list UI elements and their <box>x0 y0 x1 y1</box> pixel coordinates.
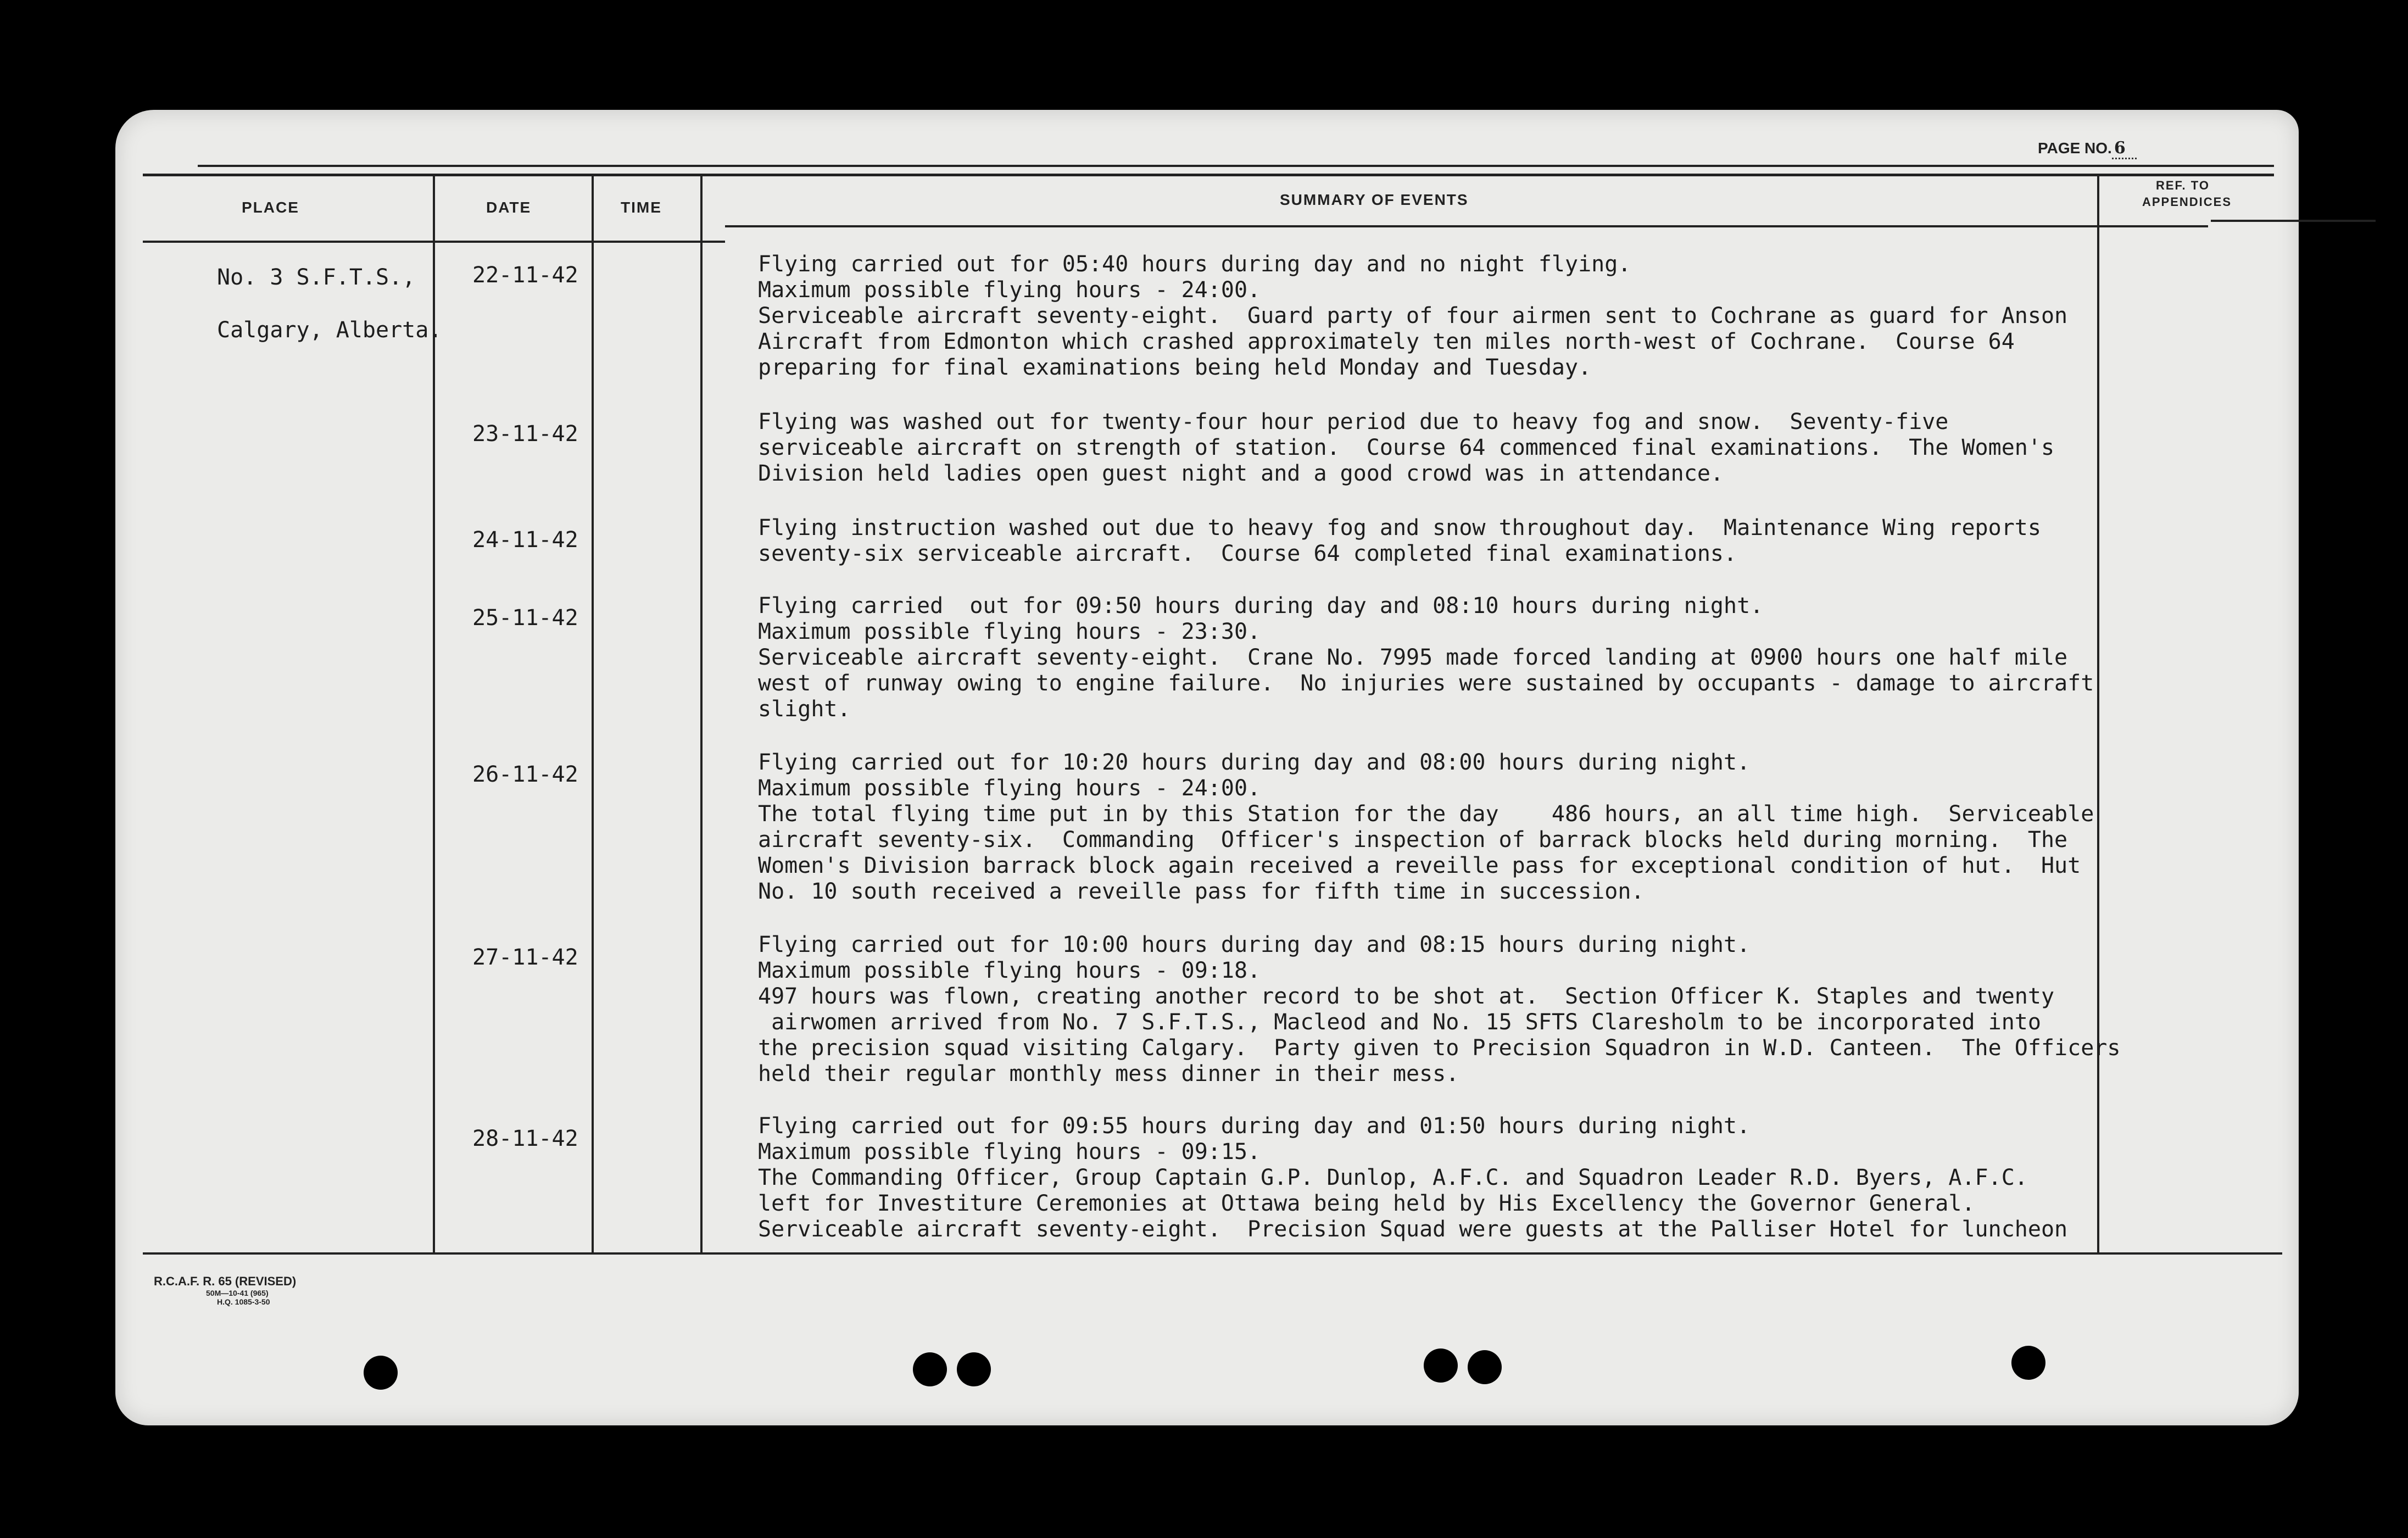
place-line-2: Calgary, Alberta. <box>217 317 442 343</box>
top-rule-double-2 <box>143 174 2274 176</box>
entry-text-line: Flying carried out for 09:50 hours during day and 08:10 hours during night. <box>758 593 1764 618</box>
entry-text-line: held their regular monthly mess dinner in their mess. <box>758 1061 1459 1086</box>
form-identifier <box>154 1274 296 1306</box>
entry-text-line: Flying carried out for 05:40 hours during day and no night flying. <box>758 252 1631 277</box>
form-identifier-line-3: H.Q. 1085-3-50 <box>217 1297 270 1306</box>
entry-text-line: Flying carried out for 09:55 hours during day and 01:50 hours during night. <box>758 1113 1751 1139</box>
entry-text-line: aircraft seventy-six. Commanding Officer's inspection of barrack blocks held during morning. The <box>758 827 2068 852</box>
bottom-rule <box>143 1252 2282 1255</box>
entry-text-line: Aircraft from Edmonton which crashed approximately ten miles north-west of Cochrane. Course 64 <box>758 329 2015 354</box>
punch-hole <box>1468 1350 1502 1384</box>
form-identifier-line-2: 50M—10-41 (965) <box>206 1289 269 1297</box>
entry-text-line: Flying was washed out for twenty-four hour period due to heavy fog and snow. Seventy-five <box>758 409 1949 434</box>
entry-text-line: Maximum possible flying hours - 09:15. <box>758 1139 1261 1164</box>
header-bottom-rule-ref <box>2211 220 2376 222</box>
entry-date: 27-11-42 <box>472 945 578 970</box>
header-bottom-rule-summary <box>725 225 2208 227</box>
entry-text-line: Maximum possible flying hours - 23:30. <box>758 619 1261 644</box>
top-rule-double-1 <box>198 165 2274 167</box>
punch-hole <box>957 1352 991 1386</box>
entry-date: 24-11-42 <box>472 527 578 553</box>
entry-text-line: Flying carried out for 10:20 hours during day and 08:00 hours during night. <box>758 750 1751 775</box>
page-number <box>2038 138 2137 158</box>
col-divider-time-summary <box>700 174 703 1253</box>
entry-text-line: the precision squad visiting Calgary. Party given to Precision Squadron in W.D. Canteen. The Officers <box>758 1035 2121 1061</box>
punch-hole <box>913 1352 947 1386</box>
entry-text-line: left for Investiture Ceremonies at Ottawa being held by His Excellency the Governor General. <box>758 1191 1975 1216</box>
entry-text-line: Flying instruction washed out due to heavy fog and snow throughout day. Maintenance Wing reports <box>758 515 2041 540</box>
entry-text-line: The Commanding Officer, Group Captain G.P. Dunlop, A.F.C. and Squadron Leader R.D. Byers, A.F.C. <box>758 1165 2028 1190</box>
diary-page <box>115 110 2299 1425</box>
column-header-ref-line2: APPENDICES <box>2142 195 2232 209</box>
entry-text-line: preparing for final examinations being held Monday and Tuesday. <box>758 355 1592 380</box>
column-header-date: DATE <box>486 199 532 216</box>
entry-text-line: Flying carried out for 10:00 hours during day and 08:15 hours during night. <box>758 932 1751 957</box>
entry-text-line: Maximum possible flying hours - 09:18. <box>758 958 1261 983</box>
entry-date: 28-11-42 <box>472 1126 578 1151</box>
entry-date: 25-11-42 <box>472 605 578 631</box>
entry-text-line: Maximum possible flying hours - 24:00. <box>758 277 1261 303</box>
entry-text-line: Serviceable aircraft seventy-eight. Precision Squad were guests at the Palliser Hotel for luncheon <box>758 1217 2068 1242</box>
entry-text-line: The total flying time put in by this Station for the day 486 hours, an all time high. Serviceable <box>758 801 2094 827</box>
entry-text-line: Serviceable aircraft seventy-eight. Guard party of four airmen sent to Cochrane as guard for Anson <box>758 303 2068 328</box>
entry-text-line: Maximum possible flying hours - 24:00. <box>758 776 1261 801</box>
entry-text-line: seventy-six serviceable aircraft. Course 64 completed final examinations. <box>758 541 1737 566</box>
entry-text-line: slight. <box>758 696 851 722</box>
place-line-1: No. 3 S.F.T.S., <box>217 265 416 290</box>
entry-text-line: airwomen arrived from No. 7 S.F.T.S., Macleod and No. 15 SFTS Claresholm to be incorporated into <box>758 1010 2041 1035</box>
entry-date: 23-11-42 <box>472 421 578 447</box>
punch-hole <box>1424 1348 1458 1383</box>
form-identifier-line-1: R.C.A.F. R. 65 (REVISED) <box>154 1274 297 1288</box>
column-header-place: PLACE <box>242 199 299 216</box>
entry-text-line: 497 hours was flown, creating another record to be shot at. Section Officer K. Staples and twenty <box>758 984 2055 1009</box>
entry-text-line: No. 10 south received a reveille pass for fifth time in succession. <box>758 879 1645 904</box>
punch-hole <box>2011 1346 2045 1380</box>
entry-text-line: serviceable aircraft on strength of station. Course 64 commenced final examinations. The Women's <box>758 435 2055 460</box>
column-header-ref-line1: REF. TO <box>2156 179 2210 192</box>
entry-date: 22-11-42 <box>472 263 578 288</box>
entry-text-line: west of runway owing to engine failure. No injuries were sustained by occupants - damage to aircraft <box>758 671 2094 696</box>
col-divider-summary-ref <box>2097 174 2099 1253</box>
entry-text-line: Serviceable aircraft seventy-eight. Crane No. 7995 made forced landing at 0900 hours one half mile <box>758 645 2068 670</box>
entry-text-line: Women's Division barrack block again received a reveille pass for exceptional condition of hut. Hut <box>758 853 2081 878</box>
page-number-value: 6 <box>2112 138 2137 159</box>
punch-hole <box>364 1356 398 1390</box>
entry-date: 26-11-42 <box>472 762 578 787</box>
column-header-summary: SUMMARY OF EVENTS <box>1280 191 1469 208</box>
col-divider-date-time <box>592 174 594 1253</box>
page-number-label: PAGE NO. <box>2038 140 2112 157</box>
column-header-time: TIME <box>621 199 662 216</box>
entry-text-line: Division held ladies open guest night and a good crowd was in attendance. <box>758 461 1724 486</box>
